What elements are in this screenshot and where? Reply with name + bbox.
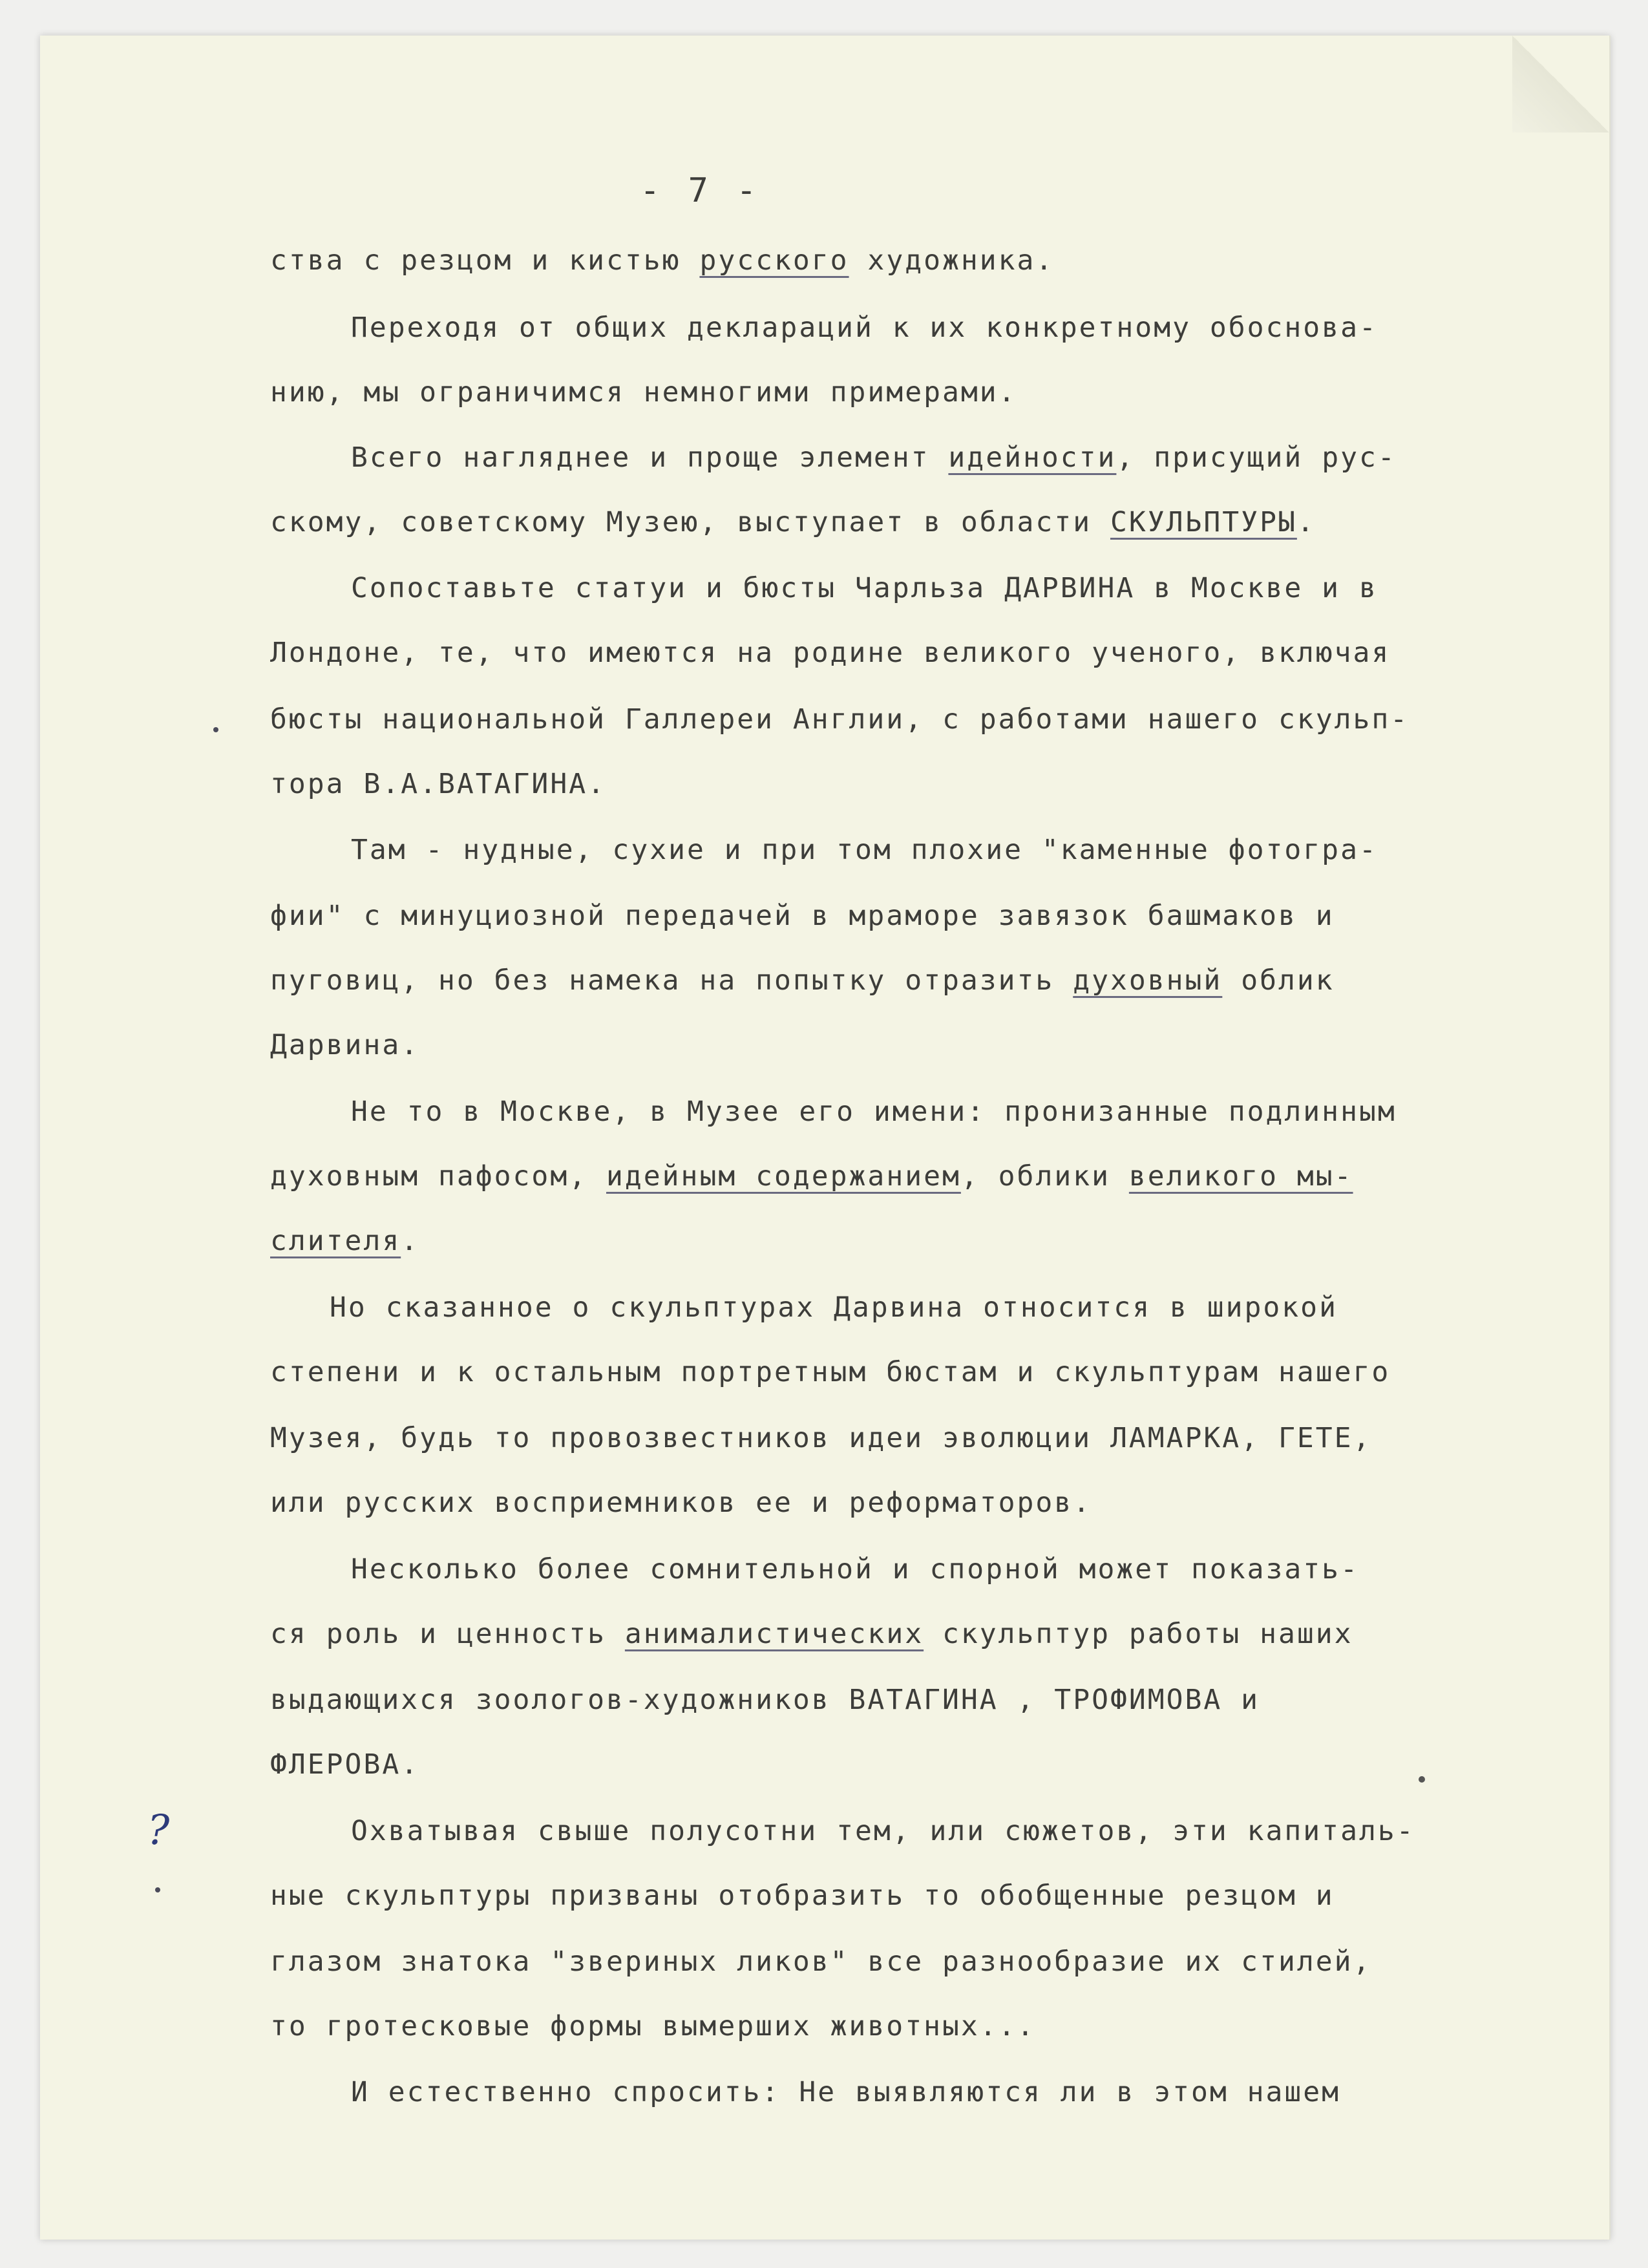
text-line: Сопоставьте статуи и бюсты Чарльза ДАРВИНА в Москве и в	[351, 572, 1378, 604]
underlined-word: русского	[699, 244, 849, 277]
underlined-phrase: великого мы-	[1128, 1160, 1353, 1192]
text-line: ФЛЕРОВА.	[270, 1748, 420, 1781]
text-line: Переходя от общих деклараций к их конкретному обоснова-	[351, 312, 1378, 344]
underlined-word: идейности	[948, 441, 1117, 474]
text-line: то гротесковые формы вымерших животных...	[270, 2010, 1036, 2042]
text-line: духовным пафосом, идейным содержанием, облики великого мы-	[270, 1160, 1353, 1192]
text-line: Дарвина.	[270, 1029, 420, 1061]
text-line: нию, мы ограничимся немногими примерами.	[270, 376, 1017, 408]
text-line: Но сказанное о скульптурах Дарвина относится в широкой	[330, 1291, 1338, 1324]
text-line: выдающихся зоологов-художников ВАТАГИНА , ТРОФИМОВА и	[270, 1684, 1260, 1716]
margin-note: ?	[147, 1807, 170, 1854]
text-line: ные скульптуры призваны отобразить то обобщенные резцом и	[270, 1880, 1335, 1912]
text-line: или русских восприемников ее и реформаторов.	[270, 1487, 1092, 1519]
text-line: бюсты национальной Галлереи Англии, с работами нашего скульп-	[270, 703, 1410, 736]
text-line: Несколько более сомнительной и спорной может показать-	[351, 1553, 1359, 1585]
underlined-phrase: идейным содержанием	[606, 1160, 961, 1192]
text-line: тора В.А.ВАТАГИНА.	[270, 768, 606, 800]
text-line: скому, советскому Музею, выступает в области СКУЛЬПТУРЫ.	[270, 506, 1316, 538]
text-line: фии" с минуциозной передачей в мраморе завязок башмаков и	[270, 900, 1335, 932]
underlined-word: СКУЛЬПТУРЫ	[1110, 506, 1297, 538]
text-line: Всего нагляднее и проще элемент идейности, присущий рус-	[351, 441, 1397, 474]
page-number: - 7 -	[640, 171, 761, 210]
text-line: ства с резцом и кистью русского художника.	[270, 244, 1055, 277]
text-line: Охватывая свыше полусотни тем, или сюжетов, эти капиталь-	[351, 1815, 1415, 1847]
ink-dot	[1419, 1776, 1425, 1783]
underlined-word: анималистических	[624, 1618, 924, 1650]
text-line: И естественно спросить: Не выявляются ли в этом нашем	[351, 2076, 1341, 2108]
underlined-word: духовный	[1073, 964, 1223, 997]
text-line: Музея, будь то провозвестников идеи эволюции ЛАМАРКА, ГЕТЕ,	[270, 1422, 1372, 1454]
ink-dot	[213, 727, 218, 732]
text-line: ся роль и ценность анималистических скульптур работы наших	[270, 1618, 1353, 1650]
text-line: Не то в Москве, в Музее его имени: пронизанные подлинным	[351, 1096, 1397, 1128]
underlined-word: слителя	[270, 1225, 401, 1257]
ink-dot	[155, 1887, 160, 1892]
text-line: слителя.	[270, 1225, 420, 1257]
text-line: глазом знатока "звериных ликов" все разнообразие их стилей,	[270, 1945, 1372, 1978]
text-line: пуговиц, но без намека на попытку отразить духовный облик	[270, 964, 1335, 997]
text-line: степени и к остальным портретным бюстам и скульптурам нашего	[270, 1356, 1391, 1388]
text-line: Лондоне, те, что имеются на родине великого ученого, включая	[270, 637, 1391, 669]
folded-corner	[1512, 36, 1609, 132]
text-line: Там - нудные, сухие и при том плохие "каменные фотогра-	[351, 834, 1378, 866]
